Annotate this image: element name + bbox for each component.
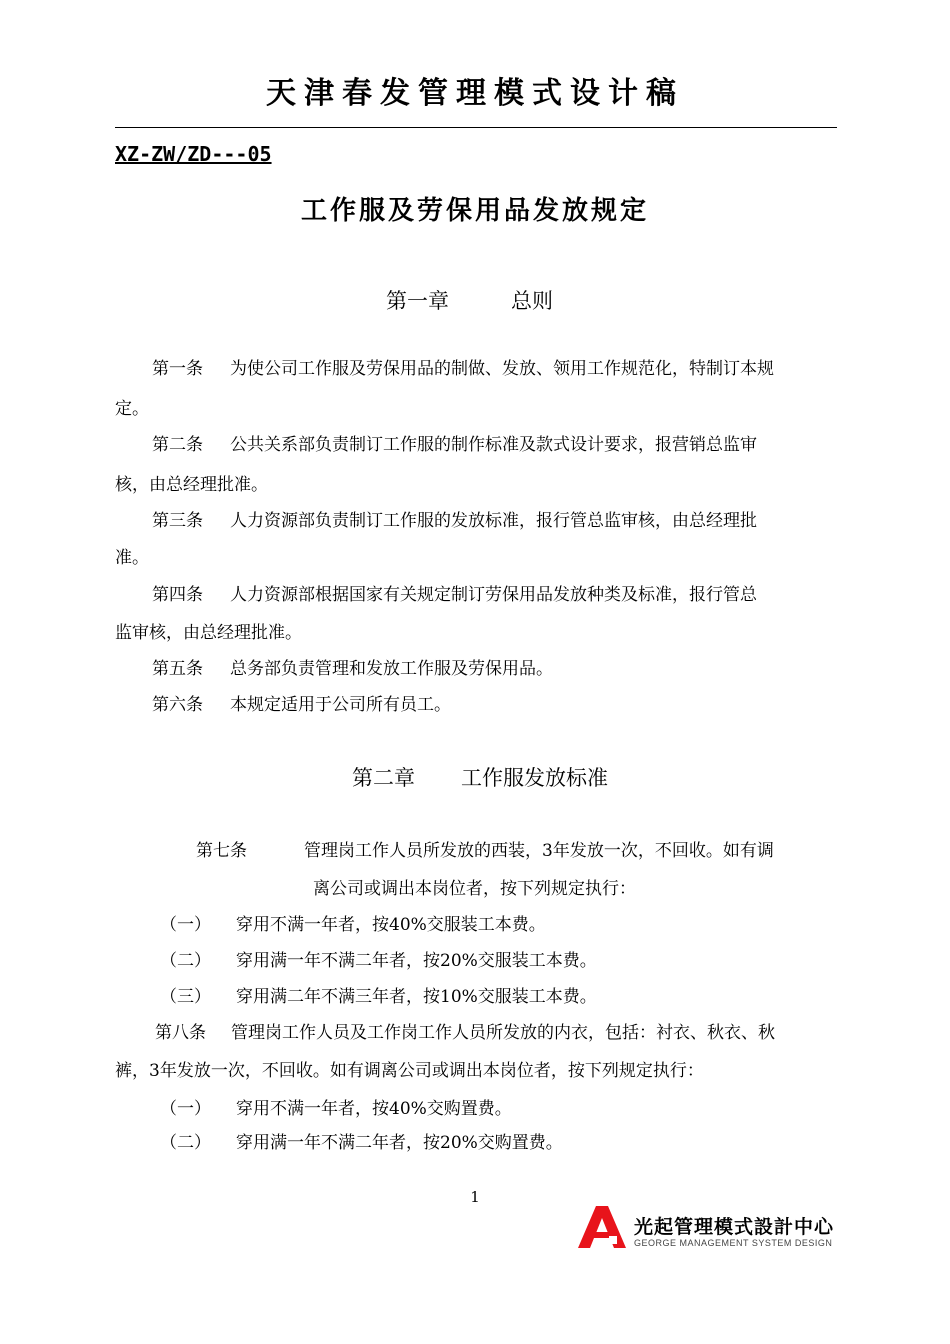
article-8-line2: 裤，3年发放一次，不回收。如有调离公司或调出本岗位者，按下列规定执行：	[115, 1061, 704, 1081]
chapter1-number: 第一章	[386, 289, 449, 313]
article-8-text: 管理岗工作人员及工作岗工作人员所发放的内衣，包括：衬衣、秋衣、秋	[231, 1023, 775, 1043]
item-number: （二）	[160, 1133, 211, 1153]
item-text: 穿用不满一年者，按40%交购置费。	[236, 1099, 512, 1119]
article-7-item-2	[160, 950, 597, 972]
article-6-line1	[152, 694, 451, 716]
article-3-label: 第三条	[152, 511, 203, 531]
article-1-line2: 定。	[115, 399, 149, 419]
article-1-label: 第一条	[152, 359, 203, 379]
item-text: 穿用不满一年者，按40%交服装工本费。	[236, 915, 546, 935]
article-6-label: 第六条	[152, 695, 203, 715]
article-3-text: 人力资源部负责制订工作服的发放标准，报行管总监审核，由总经理批	[230, 511, 757, 531]
logo-chinese-name: 光起管理模式設計中心	[634, 1216, 835, 1238]
article-7-line2: 离公司或调出本岗位者，按下列规定执行：	[313, 879, 636, 899]
article-8-line1	[155, 1022, 775, 1044]
doc-code: XZ-ZW/ZD---05	[115, 142, 272, 166]
article-6-text: 本规定适用于公司所有员工。	[230, 695, 451, 715]
logo-english-name: GEORGE MANAGEMENT SYSTEM DESIGN	[634, 1238, 833, 1248]
article-7-item-1	[160, 914, 546, 936]
item-text: 穿用满一年不满二年者，按20%交购置费。	[236, 1133, 563, 1153]
article-3-line2: 准。	[115, 548, 149, 568]
chapter2-number: 第二章	[352, 766, 415, 790]
item-text: 穿用满二年不满三年者，按10%交服装工本费。	[236, 987, 597, 1007]
article-2-line1	[152, 434, 757, 456]
article-5-line1	[152, 658, 553, 680]
header-rule	[115, 127, 837, 128]
doc-title: 工作服及劳保用品发放规定	[300, 196, 649, 226]
page-number: 1	[470, 1188, 480, 1206]
article-8-label: 第八条	[155, 1023, 206, 1043]
article-7-label: 第七条	[196, 841, 247, 861]
header-title: 天津春发管理模式设计稿	[266, 76, 684, 111]
article-5-label: 第五条	[152, 659, 203, 679]
article-4-text: 人力资源部根据国家有关规定制订劳保用品发放种类及标准，报行管总	[230, 585, 757, 605]
article-1-line1	[152, 358, 774, 380]
article-8-item-2	[160, 1132, 563, 1154]
item-number: （三）	[160, 987, 211, 1007]
article-3-line1	[152, 510, 757, 532]
article-7-text: 管理岗工作人员所发放的西装，3年发放一次，不回收。如有调	[304, 841, 774, 861]
article-2-label: 第二条	[152, 435, 203, 455]
chapter1-name: 总则	[511, 289, 553, 313]
article-4-line2: 监审核，由总经理批准。	[115, 623, 302, 643]
item-text: 穿用满一年不满二年者，按20%交服装工本费。	[236, 951, 597, 971]
article-1-text: 为使公司工作服及劳保用品的制做、发放、领用工作规范化，特制订本规	[230, 359, 774, 379]
item-number: （一）	[160, 1099, 211, 1119]
item-number: （一）	[160, 915, 211, 935]
chapter2-heading	[352, 762, 608, 792]
article-4-label: 第四条	[152, 585, 203, 605]
article-2-line2: 核，由总经理批准。	[115, 475, 268, 495]
article-2-text: 公共关系部负责制订工作服的制作标准及款式设计要求，报营销总监审	[230, 435, 757, 455]
article-8-item-1	[160, 1098, 512, 1120]
chapter1-heading	[386, 285, 553, 315]
article-5-text: 总务部负责管理和发放工作服及劳保用品。	[230, 659, 553, 679]
article-4-line1	[152, 584, 757, 606]
item-number: （二）	[160, 951, 211, 971]
article-7-item-3	[160, 986, 597, 1008]
chapter2-name: 工作服发放标准	[461, 766, 608, 790]
logo-a-icon	[578, 1206, 626, 1248]
article-7-line1	[196, 840, 774, 862]
